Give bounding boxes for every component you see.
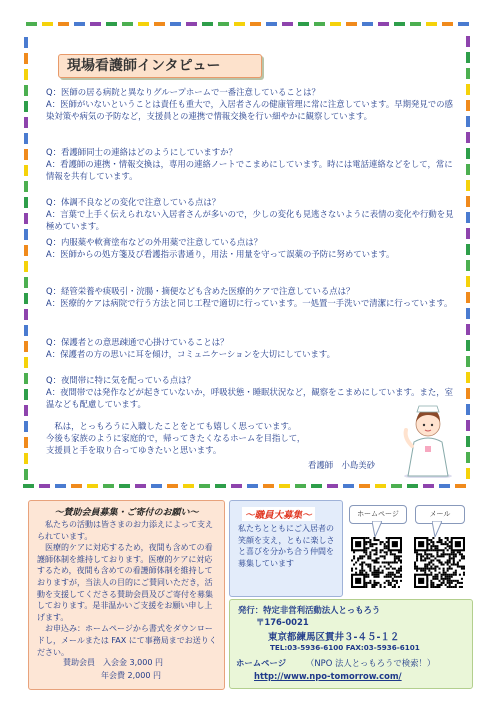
qa-item [46,336,460,360]
nurse-illustration [392,398,462,478]
staff-recruit-box [229,500,343,597]
homepage-label: ホームページ [236,658,287,668]
closing-message [46,420,376,456]
homepage-note: （NPO 法人とっもろうで検索！） [306,658,436,668]
answer-text: A：医師からの処方箋及び看護指示書通り，用法・用量を守って誤薬の予防に努めています。 [46,249,395,259]
closing-line: 今後も家族のように家庭的で，帰ってきたくなるホームを目指して， [46,433,306,443]
question-text: Q：保護者との意思疎通で心掛けていることは？ [46,337,229,347]
question-text: Q：夜間帯に特に気を配っている点は？ [46,375,195,385]
support-body [37,519,219,658]
qa-item [46,236,460,260]
answer-text: A：言葉で上手く伝えられない入居者さんが多いので，少しの変化も見逃さないように表情の変化や行動を見極めています。 [46,209,454,231]
qa-item [46,196,460,232]
fee-annual: 年会費 2,000 円 [101,671,161,680]
answer-text: A：夜間帯では発作などが起きていないか，呼吸状態・睡眠状況など，観察をこまめにしています。また，室温なども配慮しています。 [46,387,454,409]
support-paragraph: 医療的ケアに対応するため，夜間も含めての看護師体制を維持しております。医療的ケアに対応するため，夜間も含めての看護師体制を維持しておりますが，当法人の目的にご賛同いただき，活動を支援してくださる賛助会員及びご寄付を募集しております。是非温かいご支援をお願い申し上げます。 [37,543,213,622]
qa-item [46,86,460,122]
phone-fax: TEL:03-5936-6100 FAX:03-5936-6101 [270,643,420,652]
answer-text: A：保護者の方の思いに耳を傾け，コミュニケーションを大切にしています。 [46,349,335,359]
homepage-qr-code[interactable] [351,537,402,588]
postal-code: 〒176-0021 [256,617,309,627]
homepage-bubble: ホームページ [349,505,407,524]
publisher-name: 発行：特定非営利活動法人とっもろう [238,605,381,615]
question-text: Q：医師の居る病院と異なりグループホームで一番注意していることは？ [46,87,320,97]
page-title: 現場看護師インタピュー [58,54,262,78]
answer-text: A：看護師の連携・情報交換は，専用の連絡ノートでこまめにしています。時には電話連絡などをして，常に情報を共有しています。 [46,159,453,181]
recruit-title: 〜職員大募集〜 [242,507,315,521]
publisher-box [229,599,473,689]
homepage-url[interactable]: http://www.npo-tomorrow.com/ [254,671,402,681]
address: 東京都練馬区貫井３-４５-１２ [268,632,400,643]
mail-qr-code[interactable] [414,537,465,588]
answer-text: A：医師がいないということは責任も重大で，入居者さんの健康管理に常に注意しています。早期発見での感染対策や病気の予防など，支援員との連携で情報交換を行い細やかに観察しています。 [46,99,453,121]
support-paragraph: お申込み：ホームページから書式をダウンロードし，メールまたは FAX にて事務局までお送りください。 [37,624,217,657]
support-member-box [28,500,225,690]
fee-member: 賛助会員 入会金 3,000 円 [63,658,163,667]
question-text: Q：体調不良などの変化で注意している点は？ [46,197,221,207]
answer-text: A：医療的ケアは病院で行う方法と同じ工程で適切に行っています。一処置一手洗いで清潔に行っています。 [46,298,453,308]
bubble-pointer [432,521,442,537]
qa-item [46,146,460,182]
question-text: Q：内服薬や軟膏塗布などの外用薬で注意している点は？ [46,237,262,247]
mail-bubble: メール [415,505,465,524]
qa-item [46,285,460,309]
closing-line: 私は，とっもろうに入職したことをとても嬉しく思っています。 [46,421,297,431]
closing-line: 支援員と手を取り合ってゆきたいと思います。 [46,445,222,455]
recruit-body: 私たちとともにご入居者の笑顔を支え，ともに楽しさと喜びを分かち合う仲間を募集しています [238,524,335,568]
question-text: Q：看護師同士の連絡はどのようにしていますか？ [46,147,237,157]
bubble-pointer [372,521,382,537]
support-paragraph: 私たちの活動は皆さまのお力添えによって支えられています。 [37,520,213,541]
support-title: 〜賛助会員募集・ご寄付のお願い〜 [54,508,199,518]
question-text: Q：経管栄養や痰吸引・浣腸・摘便なども含めた医療的ケアで注意している点は？ [46,286,355,296]
signature: 看護師 小島美砂 [308,460,375,470]
